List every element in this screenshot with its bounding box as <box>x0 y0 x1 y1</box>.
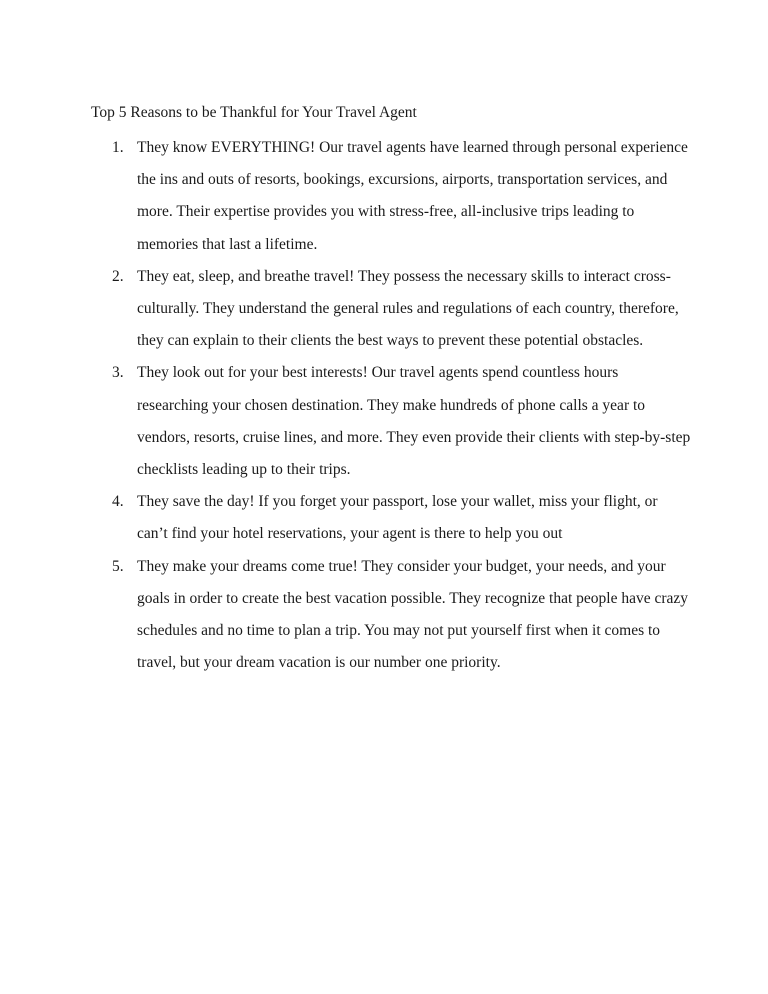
list-item-number: 1. <box>112 139 124 156</box>
list-item-text: They look out for your best interests! Our travel agents spend countless hours researching your chosen destination. They make hundreds of phone calls a year to vendors, resorts, cruise lines, and more. They even provide their clients with step-by-step checklists leading up to their trips. <box>137 364 691 479</box>
list-item <box>92 486 692 550</box>
list-item-text: They save the day! If you forget your passport, lose your wallet, miss your flight, or can’t find your hotel reservations, your agent is there to help you out <box>137 493 658 543</box>
list-item-text: They make your dreams come true! They consider your budget, your needs, and your goals in order to create the best vacation possible. They recognize that people have crazy schedules and no time to plan a trip. You may not put yourself first when it comes to travel, but your dream vacation is our number one priority. <box>137 557 689 672</box>
list-item-number: 5. <box>112 557 124 575</box>
list-item-text: They eat, sleep, and breathe travel! They possess the necessary skills to interact cross-culturally. They understand the general rules and regulations of each country, therefore, they can explain to their clients the best ways to prevent these potential obstacles. <box>137 267 679 350</box>
list-item-number: 4. <box>112 493 124 511</box>
list-item-number: 3. <box>112 364 124 382</box>
list-item <box>92 261 692 358</box>
list-item <box>92 551 692 680</box>
list-item <box>92 357 692 486</box>
document-title: Top 5 Reasons to be Thankful for Your Travel Agent <box>91 104 417 121</box>
list-item <box>92 132 692 261</box>
list-item-text: They know EVERYTHING! Our travel agents have learned through personal experience the ins and outs of resorts, bookings, excursions, airports, transportation services, and more. Their expertise provides you with stress-free, all-inclusive trips leading to memories that last a lifetime. <box>137 139 688 253</box>
reasons-list <box>92 132 692 679</box>
list-item-number: 2. <box>112 267 124 285</box>
